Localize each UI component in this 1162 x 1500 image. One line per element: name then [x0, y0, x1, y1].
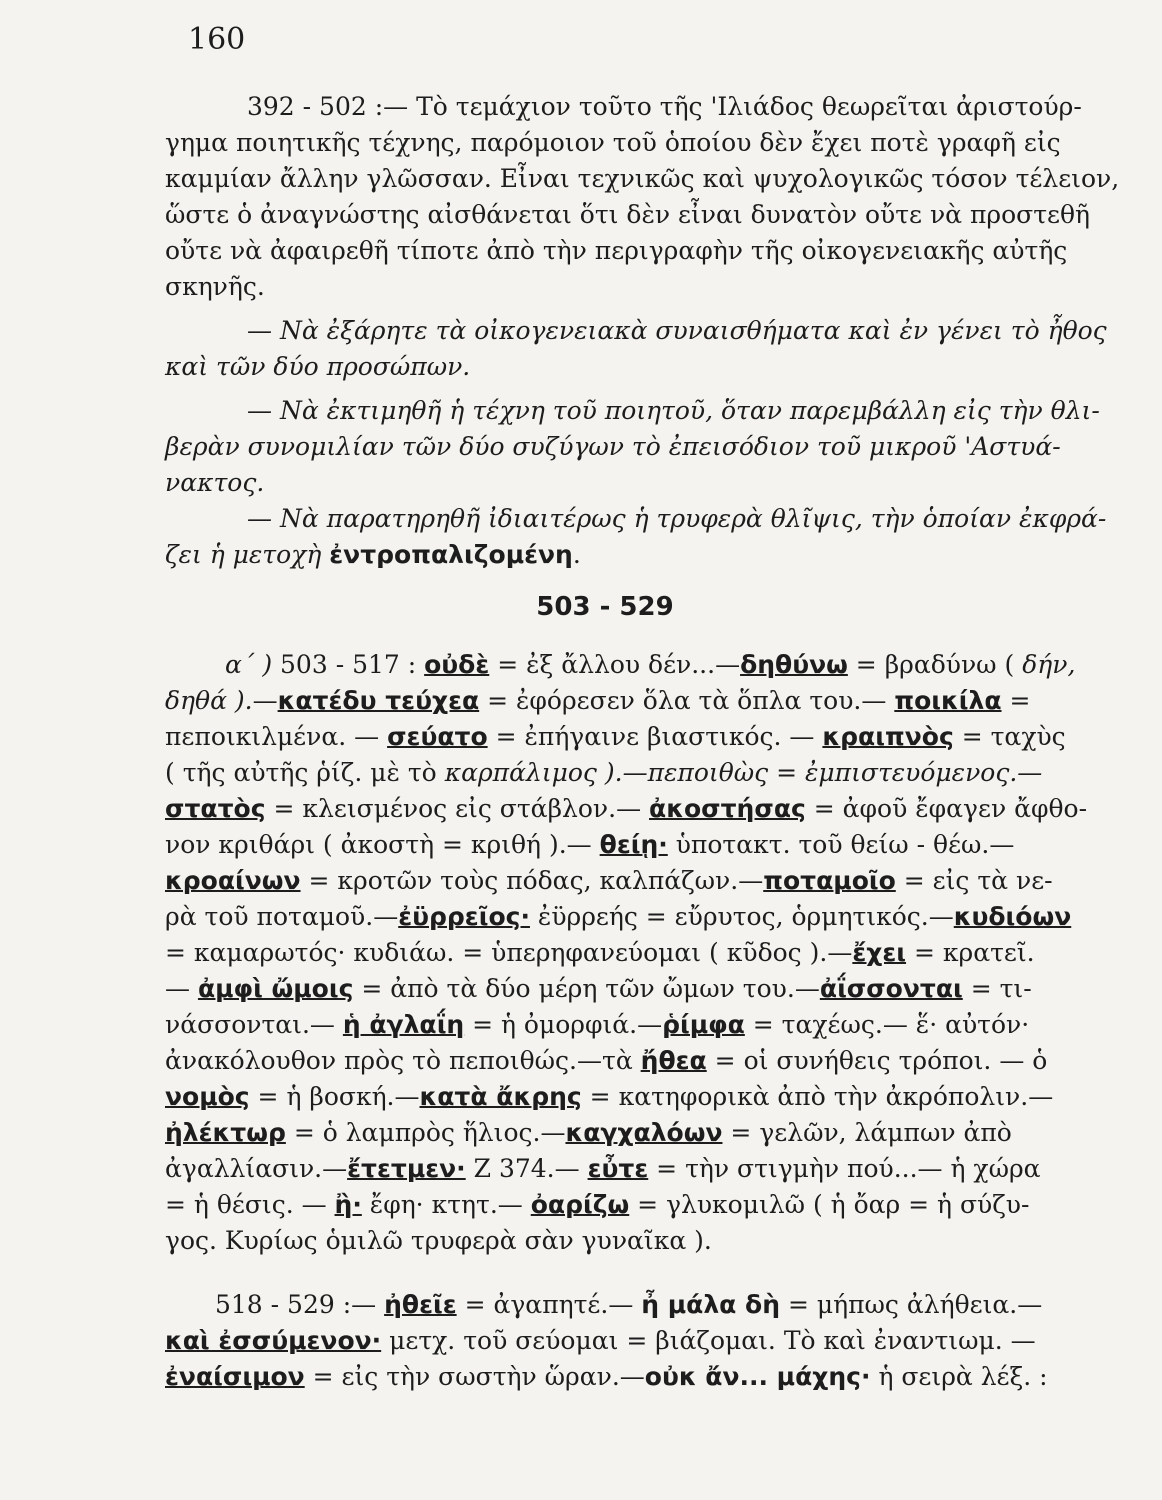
gloss-line [225, 648, 1075, 682]
gloss-line [165, 684, 1030, 718]
gloss-line [165, 864, 1053, 898]
bold-term: ἔτετμεν· [347, 1154, 466, 1183]
plain-text: Ζ 374.— [465, 1154, 588, 1183]
italic-text: δήν, [1022, 650, 1076, 679]
bold-term: ἀκοστήσας [649, 794, 806, 823]
plain-text: = ἡ θέσις. — [165, 1190, 335, 1219]
text-line: βερὰν συνομιλίαν τῶν δύο συζύγων τὸ ἐπεισόδιον τοῦ μικροῦ 'Αστυά- [165, 432, 1061, 461]
bold-term: ἔχει [852, 938, 907, 967]
plain-text: ἀγαλλίασιν.— [165, 1154, 348, 1183]
bold-term: σεύατο [387, 722, 488, 751]
gloss-line [165, 936, 1035, 970]
plain-text: = καμαρωτός· [165, 938, 354, 967]
bold-term: καγχαλόων [565, 1118, 723, 1147]
gloss-line [165, 756, 1042, 790]
bold-term: ἠλέκτωρ [165, 1118, 286, 1147]
plain-text: πεποιθώς.—τὰ [448, 1046, 641, 1075]
plain-text: = βραδύνω ( [847, 650, 1023, 679]
plain-text: πεποικιλμένα. — [165, 722, 388, 751]
plain-text: = κλεισμένος εἰς στάβλον.— [265, 794, 650, 823]
plain-text: = γλυκομιλῶ ( ἡ ὄαρ = ἡ σύζυ- [629, 1190, 1030, 1219]
plain-text: = ἡ ὀμορφιά.— [464, 1010, 663, 1039]
plain-text: ( τῆς αὐτῆς ῥίζ. μὲ τὸ [165, 758, 445, 787]
page-number: 160 [188, 22, 246, 57]
plain-text: ἡ σειρὰ λέξ. : [870, 1362, 1048, 1391]
plain-text: = ταχέως.— ἕ· αὐτόν· [744, 1010, 1030, 1039]
plain-text: ἐϋρρεής = εὔρυτος, ὁρμητικός.— [529, 902, 954, 931]
plain-text: = ἀπὸ τὰ δύο μέρη τῶν ὤμων του.— [353, 974, 820, 1003]
bold-term: ῥίμφα [662, 1010, 745, 1039]
gloss-line [165, 828, 1014, 862]
punct: . [572, 540, 581, 569]
bold-term: οὐκ ἄν... μάχης· [644, 1362, 871, 1391]
plain-text: = ἐφόρεσεν ὅλα τὰ ὅπλα του.— [479, 686, 895, 715]
text-line: ὥστε ὁ ἀναγνώστης αἰσθάνεται ὅτι δὲν εἶναι δυνατὸν οὔτε νὰ προστεθῆ [165, 200, 1091, 229]
plain-text: = οἱ συνήθεις τρόποι. — ὁ [706, 1046, 1048, 1075]
plain-text: = ἐξ ἄλλου δέν...— [489, 650, 741, 679]
italic-text: καρπάλιμος ).—πεποιθὼς = ἐμπιστευόμενος.— [444, 758, 1043, 787]
plain-text: = ἀφοῦ ἔφαγεν ἄφθο- [805, 794, 1088, 823]
plain-text: = τι- [962, 974, 1032, 1003]
bold-term: ἀμφὶ ὤμοις [197, 974, 354, 1003]
bold-term: δηθύνω [740, 650, 848, 679]
bold-term: καὶ ἐσσύμενον· [165, 1326, 382, 1355]
plain-text: = [1001, 686, 1031, 715]
gloss-line [165, 972, 1032, 1006]
bold-term: ἤθεα [640, 1046, 707, 1075]
text-line: 392 - 502 :— Τὸ τεμάχιον τοῦτο τῆς 'Ιλιάδος θεωρεῖται ἀριστούρ- [247, 92, 1082, 121]
gloss-line [215, 1288, 1042, 1322]
plain-text: = κατηφορικὰ ἀπὸ τὴν ἀκρόπολιν.— [581, 1082, 1054, 1111]
plain-text: — [252, 686, 278, 715]
plain-text: μετχ. τοῦ σεύομαι = βιάζομαι. Τὸ καὶ ἐναντιωμ. — [381, 1326, 1036, 1355]
plain-text: ἀκοστὴ = κριθή ).— [340, 830, 600, 859]
plain-text: — [165, 974, 198, 1003]
bold-term: ἠθεῖε [384, 1290, 457, 1319]
plain-text: νάσσονται.— [165, 1010, 343, 1039]
bold-term: στατὸς [165, 794, 266, 823]
plain-text: ἀνακόλουθον πρὸς τὸ [165, 1046, 449, 1075]
bold-term: κροαίνων [165, 866, 301, 895]
text-line: καμμίαν ἄλλην γλῶσσαν. Εἶναι τεχνικῶς καὶ ψυχολογικῶς τόσον τέλειον, [165, 164, 1120, 193]
bold-term: εὖτε [587, 1154, 649, 1183]
gloss-line [165, 1152, 1041, 1186]
gloss-line [165, 720, 1066, 754]
plain-text: = ἡ βοσκή.— [249, 1082, 420, 1111]
bold-term: οὐδὲ [424, 650, 490, 679]
gloss-line [165, 1360, 1048, 1394]
text-line: νακτος. [165, 468, 265, 497]
plain-text: 518 - 529 :— [215, 1290, 385, 1319]
bold-term: ἀΐσσονται [819, 974, 963, 1003]
plain-text: = ὁ λαμπρὸς ἥλιος.— [285, 1118, 566, 1147]
text-line: καὶ τῶν δύο προσώπων. [165, 352, 471, 381]
bold-term: κατὰ ἄκρης [419, 1082, 582, 1111]
plain-text: = κροτῶν τοὺς πόδας, καλπάζων.— [300, 866, 764, 895]
plain-text: 503 - 517 : [280, 650, 425, 679]
italic-text: α΄ ) [225, 650, 281, 679]
bold-term: κατέδυ τεύχεα [277, 686, 480, 715]
gloss-line [165, 1116, 1012, 1150]
text-line: γημα ποιητικῆς τέχνης, παρόμοιον τοῦ ὁποίου δὲν ἔχει ποτὲ γραφῆ εἰς [165, 128, 1061, 157]
plain-text: = κρατεῖ. [906, 938, 1035, 967]
bold-term: ἐϋρρεῖος· [398, 902, 530, 931]
bold-term: ἢ· [334, 1190, 362, 1219]
bold-term: ποικίλα [894, 686, 1002, 715]
plain-text: = ἐπήγαινε βιαστικός. — [487, 722, 823, 751]
text-line: σκηνῆς. [165, 272, 265, 301]
plain-text: = τὴν στιγμὴν πού...— ἡ χώρα [648, 1154, 1041, 1183]
section-title: 503 - 529 [536, 592, 674, 622]
plain-text: = εἰς τὴν σωστὴν ὥραν.— [304, 1362, 645, 1391]
gloss-line [165, 1044, 1047, 1078]
text-line: — Νὰ ἐξάρητε τὰ οἰκογενειακὰ συναισθήματα καὶ ἐν γένει τὸ ἦθος [247, 316, 1107, 345]
bold-term: ἐναίσιμον [165, 1362, 305, 1391]
bold-term: ὀαρίζω [530, 1190, 630, 1219]
italic-text: ζει ἡ μετοχὴ [165, 540, 330, 569]
italic-text: δηθά ). [165, 686, 253, 715]
bold-term: κυδιόων [953, 902, 1072, 931]
plain-text: = εἰς τὰ νε- [895, 866, 1053, 895]
gloss-line [165, 1188, 1029, 1222]
plain-text: = ἀγαπητέ.— [456, 1290, 642, 1319]
text-line: — Νὰ ἐκτιμηθῆ ἡ τέχνη τοῦ ποιητοῦ, ὅταν παρεμβάλλη εἰς τὴν θλι- [247, 396, 1100, 425]
gloss-line [165, 900, 1071, 934]
text-line: οὔτε νὰ ἀφαιρεθῆ τίποτε ἀπὸ τὴν περιγραφὴν τῆς οἰκογενειακῆς αὐτῆς [165, 236, 1068, 265]
plain-text: = μήπως ἀλήθεια.— [780, 1290, 1043, 1319]
gloss-line [165, 1008, 1029, 1042]
bold-term: ἡ ἀγλαΐη [342, 1010, 465, 1039]
plain-text: ρὰ τοῦ ποταμοῦ.— [165, 902, 399, 931]
text-line [165, 538, 581, 572]
bold-term: ἐντροπαλιζομένη [329, 540, 573, 569]
text-line: — Νὰ παρατηρηθῆ ἰδιαιτέρως ἡ τρυφερὰ θλῖψις, τὴν ὁποίαν ἐκφρά- [247, 504, 1107, 533]
plain-text: = γελῶν, λάμπων ἀπὸ [722, 1118, 1012, 1147]
bold-term: κραιπνὸς [822, 722, 954, 751]
plain-text: γος. Κυρίως ὁμιλῶ τρυφερὰ σὰν γυναῖκα ). [165, 1226, 712, 1255]
gloss-line [165, 1080, 1053, 1114]
gloss-line [165, 1224, 712, 1258]
plain-text: νον κριθάρι ( [165, 830, 341, 859]
bold-term: ἦ μάλα δὴ [641, 1290, 781, 1319]
plain-text: ὑποτακτ. τοῦ θείω - θέω.— [667, 830, 1015, 859]
bold-term: θείῃ· [599, 830, 668, 859]
gloss-line [165, 1324, 1036, 1358]
gloss-line [165, 792, 1087, 826]
bold-term: ποταμοῖο [763, 866, 896, 895]
plain-text: ἔφη· κτητ.— [361, 1190, 531, 1219]
plain-text: κυδιάω. = ὑπερηφανεύομαι ( κῦδος ).— [353, 938, 853, 967]
plain-text: = ταχὺς [953, 722, 1066, 751]
bold-term: νομὸς [165, 1082, 250, 1111]
